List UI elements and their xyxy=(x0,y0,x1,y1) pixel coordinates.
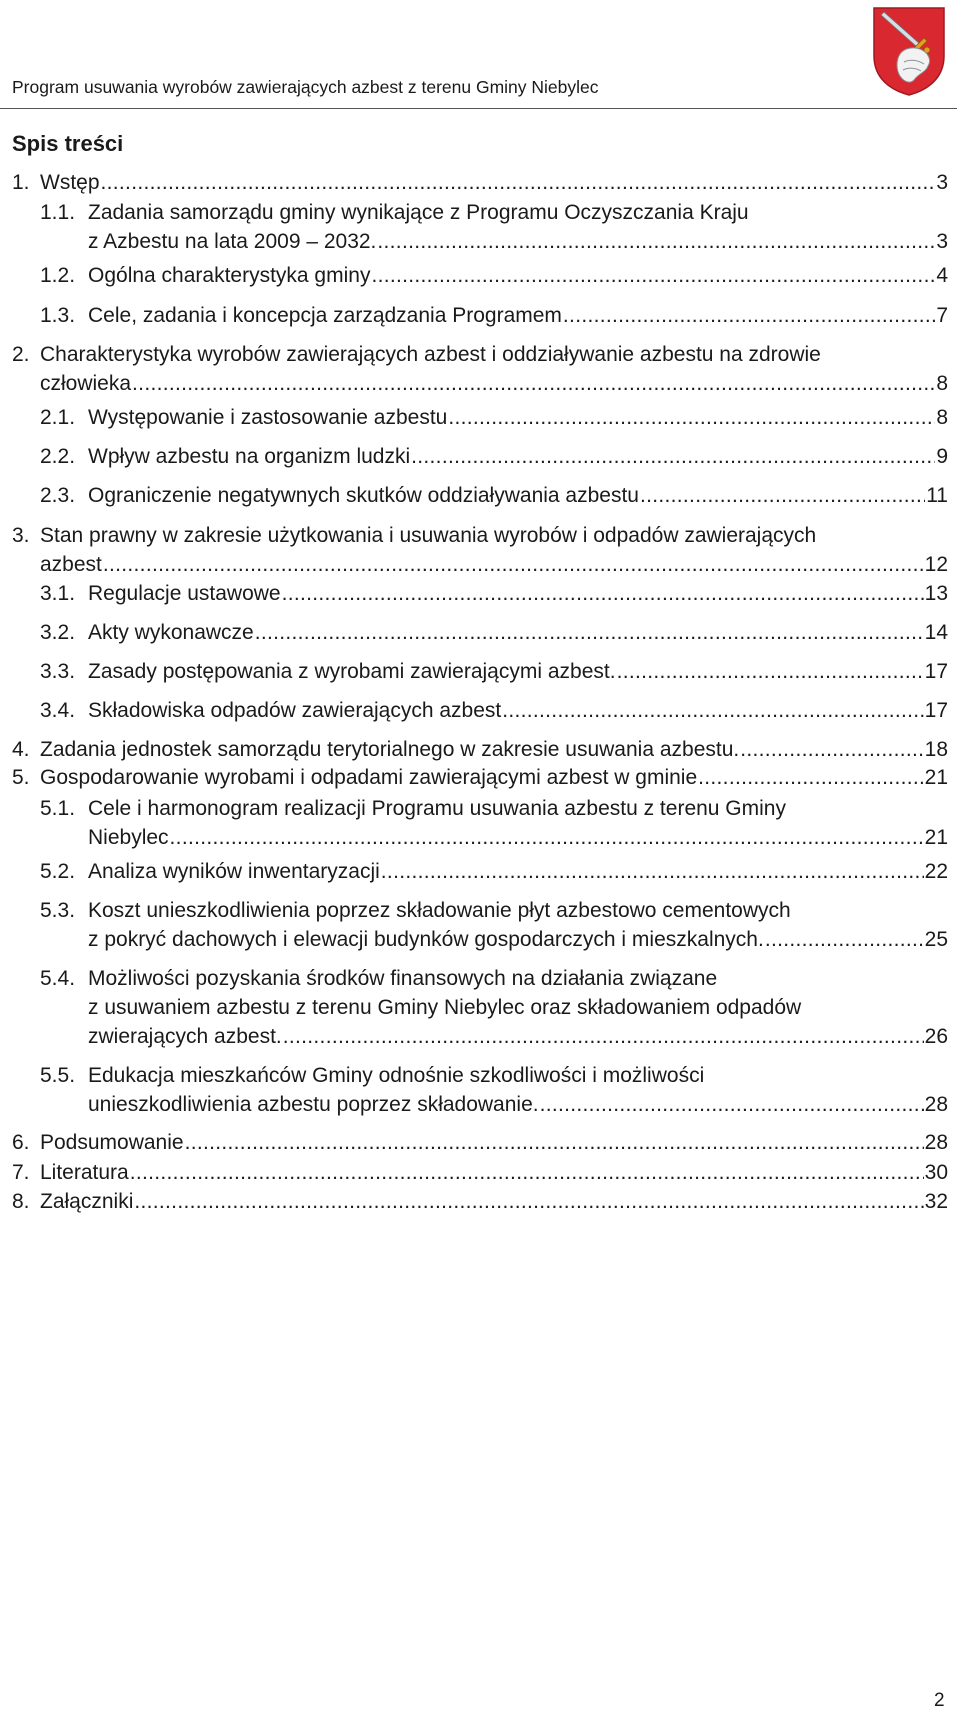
toc-dot-leader xyxy=(698,765,924,791)
toc-entry-page: 32 xyxy=(924,1190,948,1213)
toc-entry-number: 4. xyxy=(12,738,30,761)
toc-entry-title: Edukacja mieszkańców Gminy odnośnie szkodliwości i możliwości xyxy=(88,1064,705,1087)
toc-entry-title: Załączniki xyxy=(40,1190,134,1213)
toc-dot-leader xyxy=(255,620,924,646)
toc-entry[interactable] xyxy=(12,523,948,549)
toc-entry-title: Możliwości pozyskania środków finansowych na działania związane xyxy=(88,967,718,990)
toc-title: Spis treści xyxy=(12,131,124,156)
toc-dot-leader xyxy=(101,170,936,196)
toc-entry-title: Podsumowanie xyxy=(40,1131,184,1154)
toc-entry-title: Charakterystyka wyrobów zawierających azbest i oddziaływanie azbestu na zdrowie xyxy=(40,343,821,366)
toc-entry[interactable] xyxy=(40,405,948,431)
toc-entry-number: 3.1. xyxy=(40,582,76,605)
toc-entry-title: Wstęp xyxy=(40,171,100,194)
toc-entry-title: Ogólna charakterystyka gminy xyxy=(88,264,371,287)
toc-dot-leader xyxy=(283,1024,924,1050)
toc-entry[interactable] xyxy=(40,859,948,885)
toc-entry-number: 3.2. xyxy=(40,621,76,644)
toc-entry[interactable] xyxy=(88,1024,948,1050)
toc-entry-page: 3 xyxy=(936,230,948,253)
toc-entry-page: 22 xyxy=(924,860,948,883)
toc-dot-leader xyxy=(617,659,924,685)
toc-entry[interactable] xyxy=(40,659,948,685)
toc-entry-title: człowieka xyxy=(40,372,132,395)
toc-entry[interactable] xyxy=(40,200,948,226)
toc-entry[interactable] xyxy=(12,1160,948,1186)
toc-entry-number: 2.2. xyxy=(40,445,76,468)
toc-entry-number: 1. xyxy=(12,171,30,194)
toc-dot-leader xyxy=(282,581,924,607)
toc-entry-number: 2.1. xyxy=(40,406,76,429)
toc-entry[interactable] xyxy=(40,898,948,924)
toc-entry-title: zwierających azbest. xyxy=(88,1025,282,1048)
toc-entry[interactable] xyxy=(40,1063,948,1089)
toc-entry[interactable] xyxy=(12,1189,948,1215)
toc-dot-leader xyxy=(132,371,935,397)
toc-entry[interactable] xyxy=(40,552,948,578)
toc-entry-title: unieszkodliwienia azbestu poprzez składowanie. xyxy=(88,1093,539,1116)
toc-entry-title: Literatura xyxy=(40,1161,129,1184)
toc-entry-number: 1.3. xyxy=(40,304,76,327)
toc-dot-leader xyxy=(502,698,923,724)
toc-entry-number: 6. xyxy=(12,1131,30,1154)
toc-entry-number: 5. xyxy=(12,766,30,789)
toc-entry-page: 30 xyxy=(924,1161,948,1184)
toc-entry[interactable] xyxy=(88,1092,948,1118)
toc-entry-title: Zadania samorządu gminy wynikające z Programu Oczyszczania Kraju xyxy=(88,201,749,224)
toc-entry[interactable] xyxy=(40,483,948,509)
toc-entry-page: 8 xyxy=(936,372,948,395)
toc-entry-title: Gospodarowanie wyrobami i odpadami zawierającymi azbest w gminie xyxy=(40,766,698,789)
toc-entry-number: 2.3. xyxy=(40,484,76,507)
toc-entry[interactable] xyxy=(40,263,948,289)
toc-entry-number: 1.1. xyxy=(40,201,76,224)
toc-entry[interactable] xyxy=(12,1130,948,1156)
toc-entry-title: z pokryć dachowych i elewacji budynków gospodarczych i mieszkalnych. xyxy=(88,928,764,951)
toc-entry-page: 17 xyxy=(924,660,948,683)
toc-entry-page: 28 xyxy=(924,1093,948,1116)
toc-entry[interactable] xyxy=(88,825,948,851)
toc-entry-number: 3.3. xyxy=(40,660,76,683)
toc-entry-number: 5.4. xyxy=(40,967,76,990)
toc-entry-title: Zadania jednostek samorządu terytorialnego w zakresie usuwania azbestu. xyxy=(40,738,740,761)
toc-entry-title: Ograniczenie negatywnych skutków oddziaływania azbestu xyxy=(88,484,639,507)
toc-dot-leader xyxy=(381,859,924,885)
toc-entry-number: 5.2. xyxy=(40,860,76,883)
toc-dot-leader xyxy=(740,737,923,763)
toc-entry[interactable] xyxy=(40,581,948,607)
toc-entry[interactable] xyxy=(88,927,948,953)
toc-entry[interactable] xyxy=(40,796,948,822)
toc-dot-leader xyxy=(377,229,935,255)
toc-dot-leader xyxy=(185,1130,924,1156)
toc-entry-page: 9 xyxy=(936,445,948,468)
toc-entry-page: 25 xyxy=(924,928,948,951)
toc-dot-leader xyxy=(134,1189,923,1215)
toc-entry-page: 26 xyxy=(924,1025,948,1048)
toc-dot-leader xyxy=(563,303,935,329)
toc-entry-title: Analiza wyników inwentaryzacji xyxy=(88,860,380,883)
toc-entry[interactable] xyxy=(40,698,948,724)
toc-entry-number: 8. xyxy=(12,1190,30,1213)
toc-dot-leader xyxy=(103,552,924,578)
toc-entry-number: 3. xyxy=(12,524,30,547)
toc-entry-page: 13 xyxy=(924,582,948,605)
toc-entry-page: 28 xyxy=(924,1131,948,1154)
toc-entry[interactable] xyxy=(40,371,948,397)
toc-entry-title: azbest xyxy=(40,553,102,576)
toc-entry-page: 4 xyxy=(936,264,948,287)
toc-entry[interactable] xyxy=(88,995,948,1021)
toc-entry-page: 14 xyxy=(924,621,948,644)
toc-dot-leader xyxy=(765,927,924,953)
toc-entry-title: Niebylec xyxy=(88,826,169,849)
toc-entry-title: Koszt unieszkodliwienia poprzez składowanie płyt azbestowo cementowych xyxy=(88,899,791,922)
toc-entry-title: Wpływ azbestu na organizm ludzki xyxy=(88,445,411,468)
toc-entry-page: 21 xyxy=(924,826,948,849)
toc-entry[interactable] xyxy=(12,170,948,196)
page-number: 2 xyxy=(934,1690,945,1711)
toc-entry-number: 2. xyxy=(12,343,30,366)
toc-entry[interactable] xyxy=(88,229,948,255)
toc-dot-leader xyxy=(640,483,925,509)
toc-dot-leader xyxy=(411,444,935,470)
toc-entry[interactable] xyxy=(40,620,948,646)
toc-entry-page: 21 xyxy=(924,766,948,789)
toc-entry-title: Akty wykonawcze xyxy=(88,621,254,644)
toc-entry[interactable] xyxy=(40,444,948,470)
toc-entry[interactable] xyxy=(12,737,948,763)
toc-dot-leader xyxy=(371,263,935,289)
toc-entry-number: 3.4. xyxy=(40,699,76,722)
toc-entry[interactable] xyxy=(40,303,948,329)
toc-entry-number: 1.2. xyxy=(40,264,76,287)
toc-entry-title: Stan prawny w zakresie użytkowania i usuwania wyrobów i odpadów zawierających xyxy=(40,524,817,547)
toc-entry-title: Cele i harmonogram realizacji Programu usuwania azbestu z terenu Gminy xyxy=(88,797,786,820)
toc-entry-title: z usuwaniem azbestu z terenu Gminy Niebylec oraz składowaniem odpadów xyxy=(88,996,802,1019)
toc-entry-page: 17 xyxy=(924,699,948,722)
toc-entry-page: 8 xyxy=(936,406,948,429)
toc-entry-title: Cele, zadania i koncepcja zarządzania Programem xyxy=(88,304,562,327)
toc-entry[interactable] xyxy=(40,966,948,992)
toc-dot-leader xyxy=(540,1092,924,1118)
toc-entry-page: 7 xyxy=(936,304,948,327)
toc-entry-title: Występowanie i zastosowanie azbestu xyxy=(88,406,448,429)
toc-entry[interactable] xyxy=(12,765,948,791)
toc-entry-title: Regulacje ustawowe xyxy=(88,582,281,605)
toc-entry-title: Składowiska odpadów zawierających azbest xyxy=(88,699,502,722)
toc-entry-page: 3 xyxy=(936,171,948,194)
toc-entry-number: 5.5. xyxy=(40,1064,76,1087)
toc-entry-number: 7. xyxy=(12,1161,30,1184)
toc-entry-page: 18 xyxy=(924,738,948,761)
toc-dot-leader xyxy=(170,825,924,851)
toc-entry-page: 11 xyxy=(926,484,948,507)
toc-entry-title: z Azbestu na lata 2009 – 2032. xyxy=(88,230,377,253)
toc-entry[interactable] xyxy=(12,342,948,368)
toc-dot-leader xyxy=(130,1160,924,1186)
toc-entry-title: Zasady postępowania z wyrobami zawierającymi azbest. xyxy=(88,660,616,683)
toc-entry-number: 5.3. xyxy=(40,899,76,922)
toc-entry-page: 12 xyxy=(924,553,948,576)
document-title: Program usuwania wyrobów zawierających azbest z terenu Gminy Niebylec xyxy=(12,77,599,97)
toc-entry-number: 5.1. xyxy=(40,797,76,820)
toc-dot-leader xyxy=(448,405,935,431)
